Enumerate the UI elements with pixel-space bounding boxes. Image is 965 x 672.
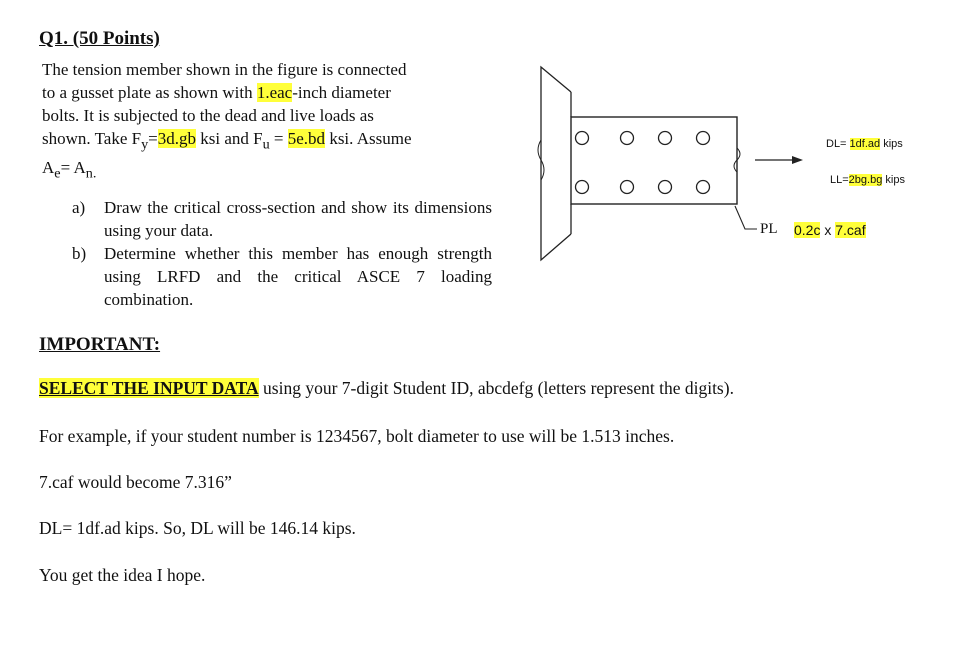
statement-line-1: The tension member shown in the figure is connected [42, 60, 407, 79]
closing-line: You get the idea I hope. [39, 565, 206, 585]
list-text: Determine whether this member has enough strength using LRFD and the critical ASCE 7 loading combination. [104, 244, 492, 309]
text-fragment: = [148, 129, 158, 148]
plate-label-text: PL [760, 221, 778, 237]
bolt-hole [621, 181, 634, 194]
list-marker: b) [72, 244, 87, 263]
question-title: Q1. (50 Points) [39, 28, 160, 49]
plate-thickness-value: 0.2c [794, 222, 821, 238]
bolt-hole [576, 181, 589, 194]
text-fragment: kips [882, 174, 905, 186]
pl-leader-line [735, 206, 757, 229]
fu-placeholder: 5e.bd [287, 129, 326, 148]
fy-placeholder: 3d.gb [157, 129, 196, 148]
text-fragment: shown. Take F [42, 129, 142, 148]
bolt-hole [659, 181, 672, 194]
gusset-plate-outline [541, 67, 571, 260]
bolt-hole [697, 132, 710, 145]
example-line: For example, if your student number is 1234567, bolt diameter to use will be 1.513 inches. [39, 426, 675, 446]
text-fragment: = A [60, 158, 86, 178]
text-fragment: using your 7-digit Student ID, abcdefg (letters represent the digits). [258, 378, 734, 398]
subscript: y [141, 136, 149, 153]
text-fragment: = [269, 129, 288, 148]
text-fragment: LL= [830, 174, 849, 186]
text-fragment: A [42, 158, 55, 178]
subscript: u [262, 136, 270, 153]
text-fragment: kips [880, 138, 903, 150]
tension-plate [571, 117, 737, 204]
live-load-label [830, 174, 905, 186]
plate-width-value: 7.caf [835, 222, 866, 238]
text-fragment: ksi. Assume [325, 129, 412, 148]
select-instruction [39, 378, 734, 399]
select-input-data-text: SELECT THE INPUT DATA [39, 378, 259, 398]
bolt-hole [659, 132, 672, 145]
bolt-diameter-placeholder: 1.eac [256, 83, 293, 102]
subscript: e [54, 165, 61, 182]
bolt-hole [621, 132, 634, 145]
bolt-hole [697, 181, 710, 194]
live-load-value: 2bg.bg [848, 174, 883, 186]
plate-dimensions [794, 222, 866, 238]
dead-load-label [826, 138, 903, 150]
dead-load-value: 1df.ad [849, 138, 881, 150]
list-marker: a) [72, 198, 86, 217]
important-heading: IMPORTANT: [39, 334, 161, 355]
caf-example-line: 7.caf would become 7.316” [39, 472, 232, 492]
text-fragment: DL= [826, 138, 850, 150]
subscript: n. [85, 165, 97, 182]
text-fragment: x [820, 222, 836, 238]
load-arrow-head [792, 156, 803, 164]
list-text: Draw the critical cross-section and show its dimensions using your data. [104, 198, 492, 240]
statement-line-3: bolts. It is subjected to the dead and live loads as [42, 106, 374, 125]
text-fragment: ksi and F [196, 129, 263, 148]
plate-label [760, 221, 778, 238]
bolt-hole [576, 132, 589, 145]
text-fragment: -inch diameter [292, 83, 391, 102]
text-fragment: to a gusset plate as shown with [42, 83, 257, 102]
dl-example-line: DL= 1df.ad kips. So, DL will be 146.14 kips. [39, 518, 356, 538]
